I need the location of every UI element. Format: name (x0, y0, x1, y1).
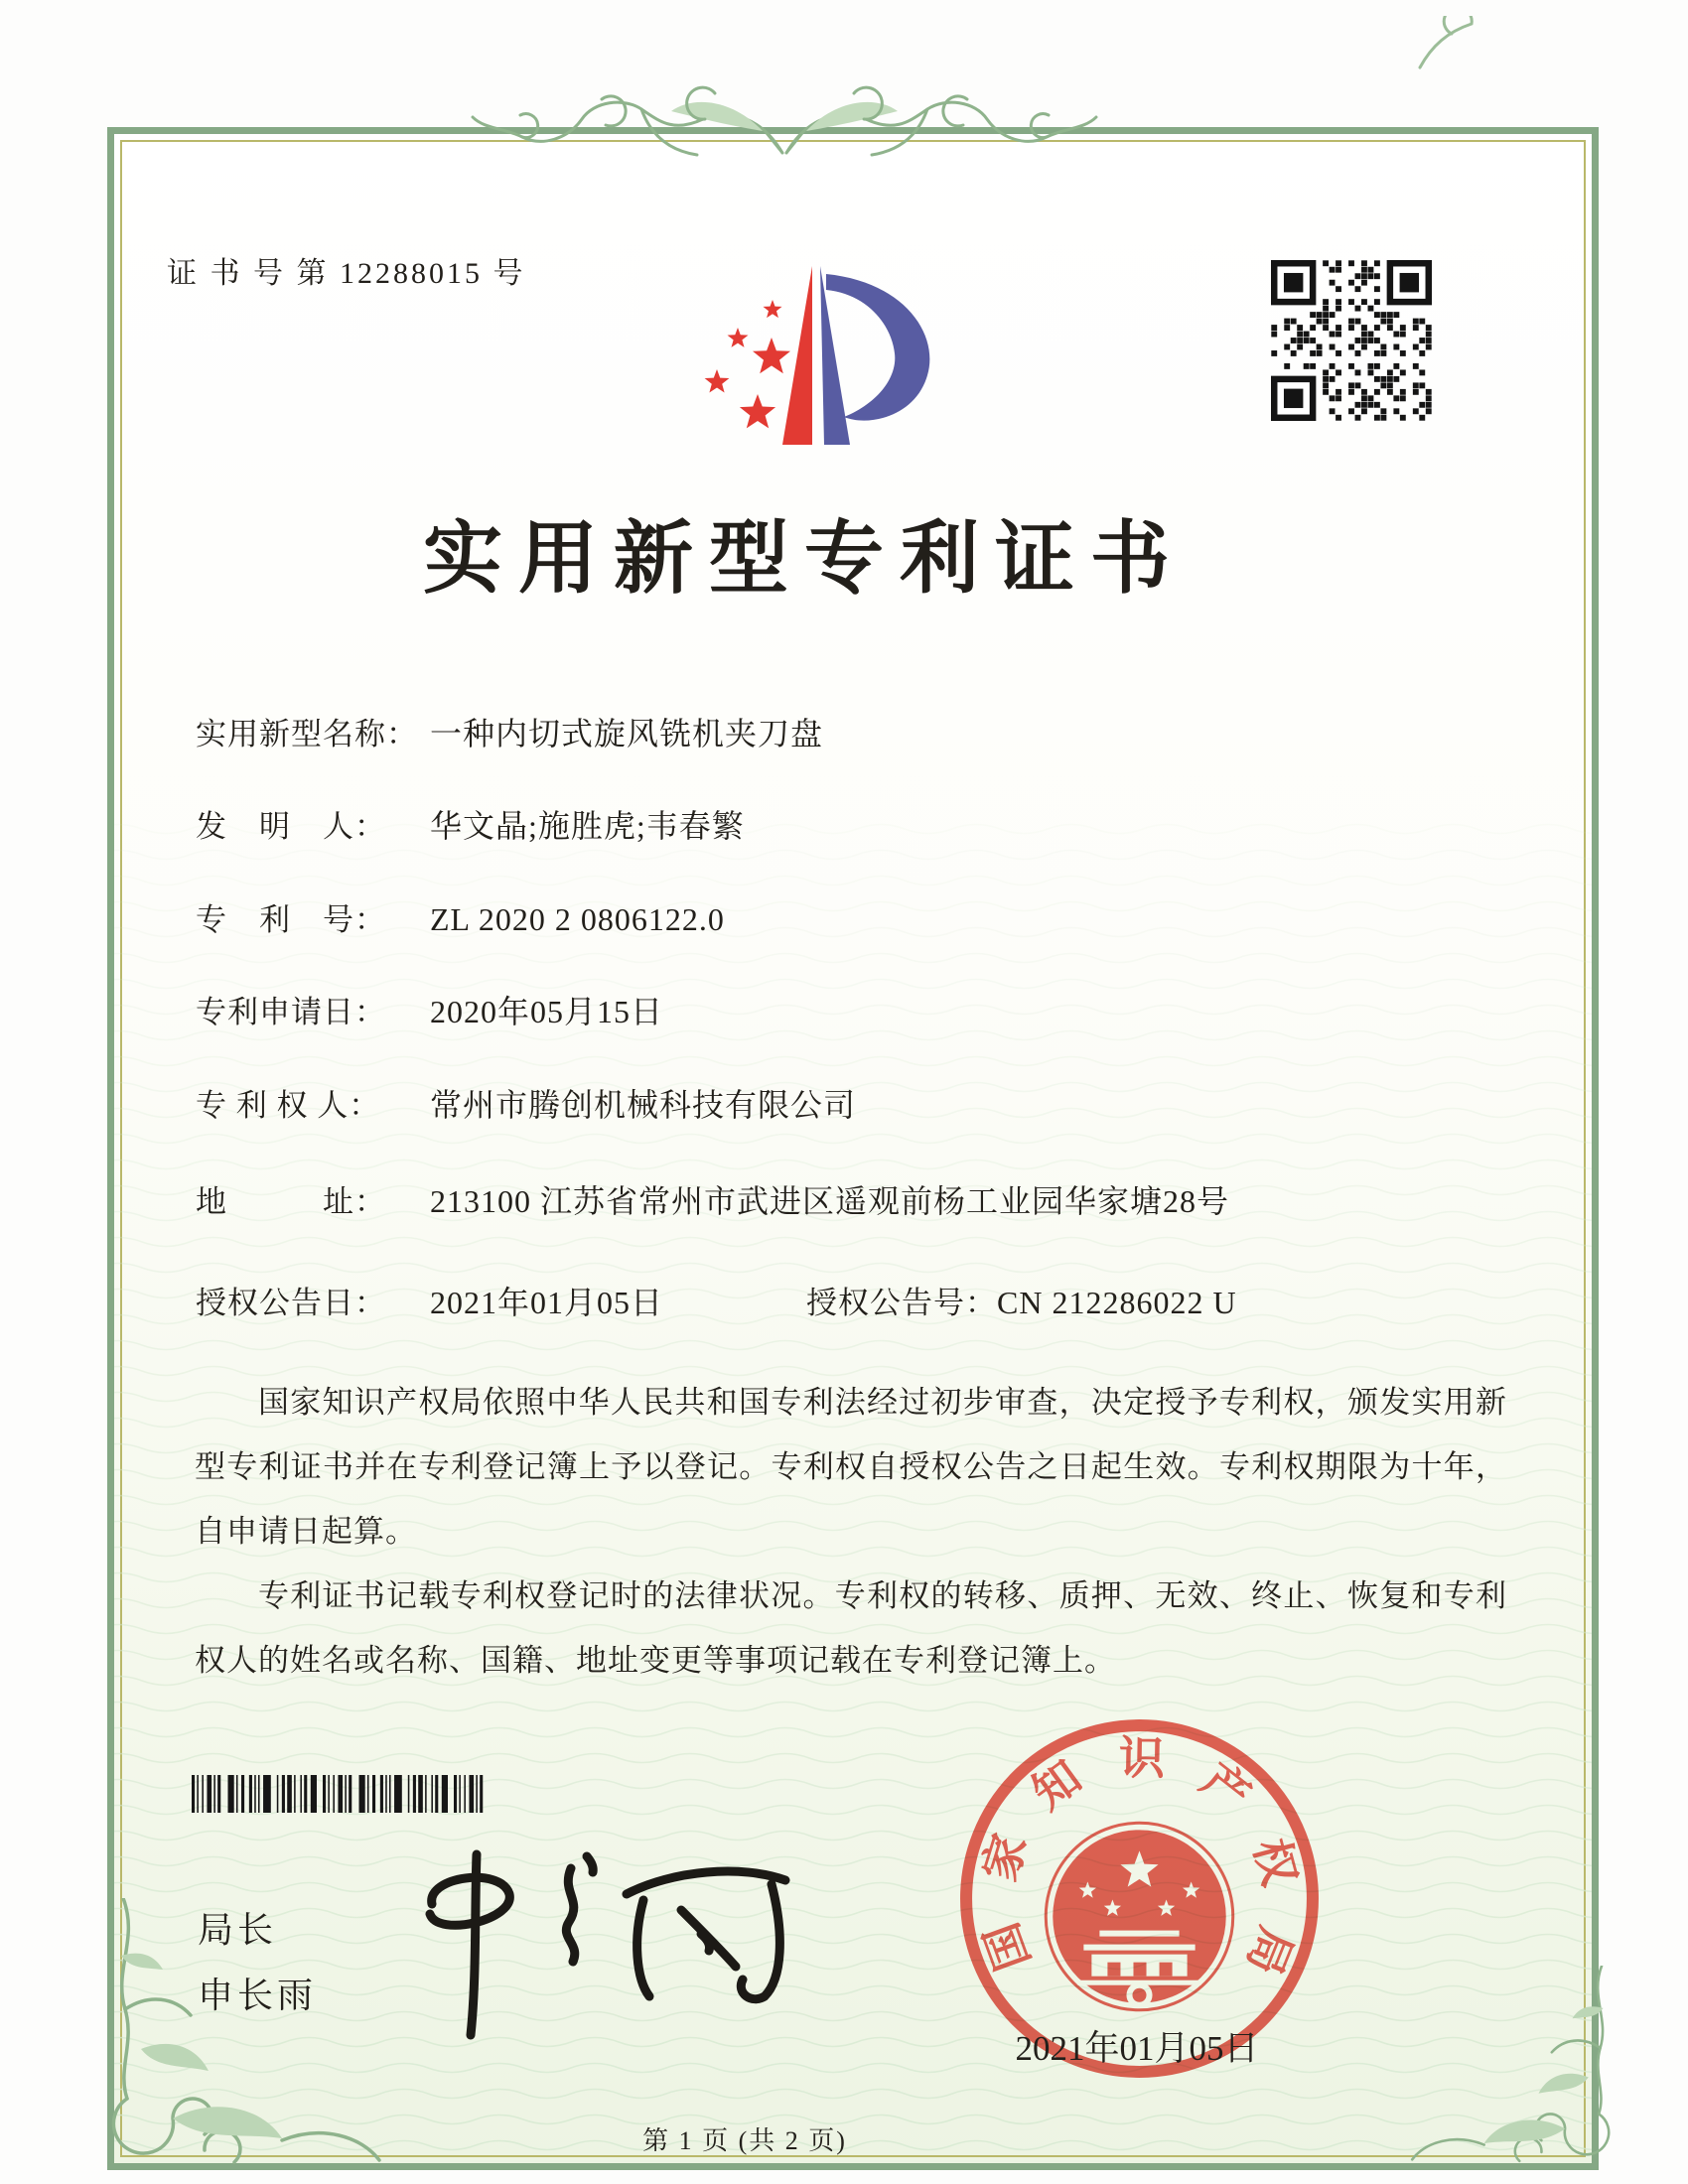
field-label: 授权公告号： (806, 1286, 997, 1320)
field-value: 华文晶;施胜虎;韦春繁 (430, 808, 745, 844)
field-label: 实用新型名称： (196, 717, 418, 751)
field-value: 常州市腾创机械科技有限公司 (430, 1087, 857, 1123)
field-value: 2020年05月15日 (430, 994, 664, 1029)
field-inventors (196, 801, 745, 847)
field-label: 授权公告日： (196, 1286, 386, 1320)
field-grant-number (806, 1278, 1237, 1322)
field-utility-model-name (196, 709, 823, 754)
field-value: 2021年01月05日 (430, 1285, 664, 1320)
field-value: CN 212286022 U (997, 1285, 1237, 1320)
page-footer: 第 1 页 (共 2 页) (642, 2126, 847, 2155)
svg-text:识: 识 (1118, 1732, 1166, 1785)
certificate-title: 实用新型专利证书 (423, 516, 1186, 604)
qr-code (1271, 260, 1432, 421)
field-patent-number (196, 894, 725, 939)
field-label: 专 利 权 人： (196, 1088, 381, 1123)
field-value: 213100 江苏省常州市武进区遥观前杨工业园华家塘28号 (430, 1183, 1230, 1219)
field-label: 专 利 号： (196, 902, 386, 937)
legal-paragraph-2: 专利证书记载专利权登记时的法律状况。专利权的转移、质押、无效、终止、恢复和专利权人的姓名或名称、国籍、地址变更等事项记载在专利登记簿上。 (195, 1578, 1507, 1678)
field-value: 一种内切式旋风铣机夹刀盘 (430, 716, 824, 751)
field-application-date (196, 987, 663, 1032)
svg-text:权: 权 (1244, 1834, 1306, 1891)
svg-text:国: 国 (975, 1916, 1040, 1978)
certificate-number: 证 书 号 第 12288015 号 (167, 257, 526, 290)
commissioner-title: 局长 (198, 1909, 278, 1950)
field-grant-date (196, 1286, 663, 1320)
legal-text (195, 1370, 1507, 1693)
bottom-right-flourish (1388, 1966, 1611, 2170)
grant-date-stamp: 2021年01月05日 (1015, 2029, 1259, 2068)
svg-text:知: 知 (1023, 1751, 1091, 1820)
field-patentee (196, 1080, 856, 1126)
svg-text:产: 产 (1192, 1753, 1260, 1823)
cnipa-logo-icon (655, 244, 953, 448)
field-label: 地 址： (196, 1184, 386, 1219)
svg-text:家: 家 (974, 1828, 1037, 1887)
svg-text:局: 局 (1237, 1920, 1302, 1982)
top-flourish-ornament (467, 60, 1102, 191)
field-value: ZL 2020 2 0806122.0 (430, 901, 725, 937)
field-grant-row (196, 1278, 1237, 1323)
field-label: 专利申请日： (196, 995, 386, 1029)
national-emblem (1046, 1823, 1232, 2009)
handwritten-signature (382, 1839, 809, 2052)
barcode (191, 1775, 502, 1813)
field-address (196, 1176, 1229, 1222)
field-label: 发 明 人： (196, 809, 386, 844)
top-right-leaf-curl (1414, 16, 1477, 71)
commissioner-name: 申长雨 (198, 1975, 318, 2015)
legal-paragraph-1: 国家知识产权局依照中华人民共和国专利法经过初步审查，决定授予专利权，颁发实用新型专利证书并在专利登记簿上予以登记。专利权自授权公告之日起生效。专利权期限为十年，自申请日起算。 (195, 1385, 1507, 1549)
